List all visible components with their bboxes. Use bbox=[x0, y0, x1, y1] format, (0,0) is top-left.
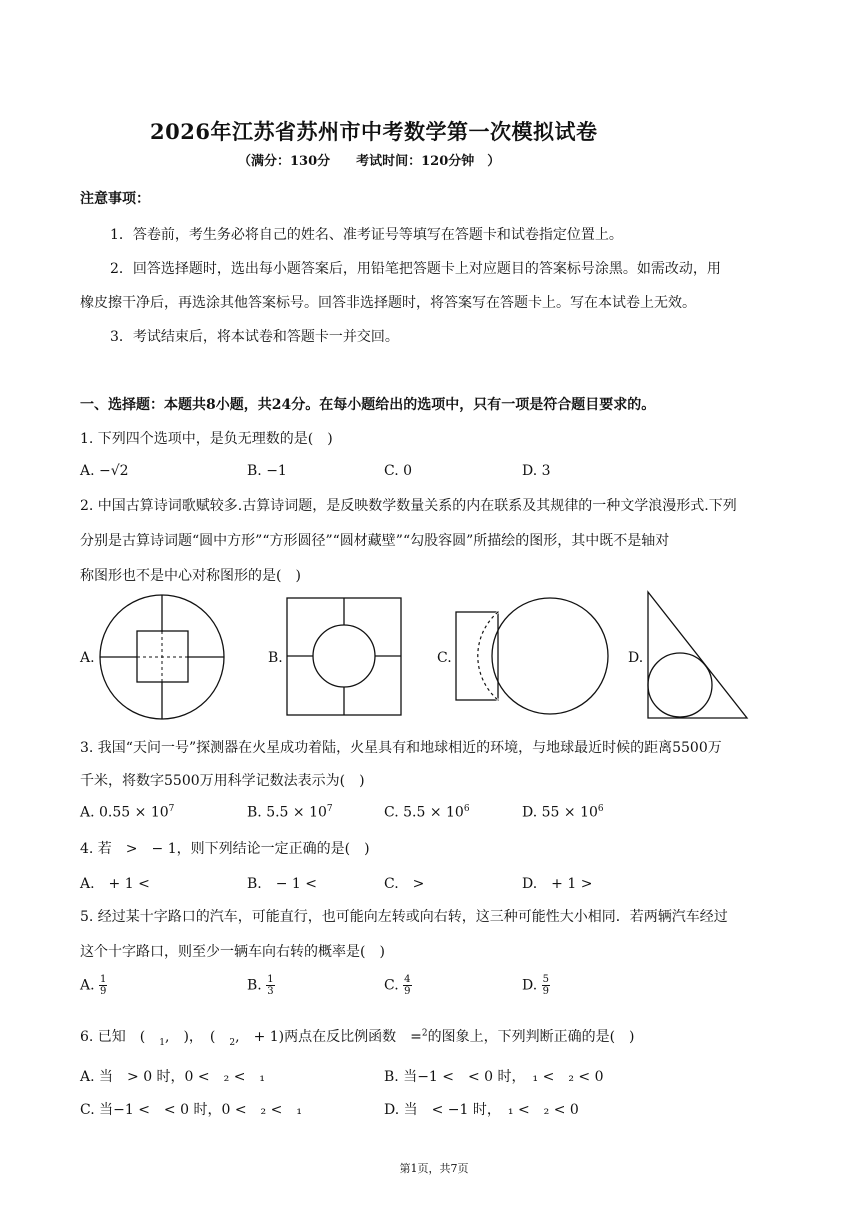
page-footer: 第1页，共7页 bbox=[399, 1162, 469, 1175]
option-c: C. bbox=[437, 650, 452, 666]
option-a: A. + 1 < bbox=[80, 876, 150, 892]
figure-square-circle bbox=[285, 596, 403, 718]
option-d: D. + 1 > bbox=[522, 876, 593, 892]
question-stem: 1. 下列四个选项中，是负无理数的是( ) bbox=[80, 431, 333, 447]
option-a: A. $\frac{1}{9}$ bbox=[80, 974, 107, 997]
question-stem: 2. 中国古算诗词歌赋较多.古算诗词题，是反映数学数量关系的内在联系及其规律的一种文学浪漫形式.下列 bbox=[80, 498, 737, 514]
figure-rect-circle bbox=[453, 597, 610, 717]
option-d: D. 当 < −1 时， ₁ < ₂ < 0 bbox=[384, 1102, 579, 1118]
section-heading: 一、选择题：本题共8小题，共24分。在每小题给出的选项中，只有一项是符合题目要求的。 bbox=[80, 397, 656, 413]
question-stem: 分别是古算诗词题“圆中方形”“方形圆径”“圆材藏壁”“勾股容圆”所描绘的图形，其中既不是轴对 bbox=[80, 533, 670, 549]
option-d: D. 3 bbox=[522, 463, 551, 479]
page-subtitle: （满分：130分 考试时间：120分钟 ） bbox=[238, 154, 501, 169]
question-stem: 这个十字路口，则至少一辆车向右转的概率是( ) bbox=[80, 944, 385, 960]
option-b: B. −1 bbox=[247, 463, 287, 479]
notice-item: 1．答卷前，考生务必将自己的姓名、准考证号等填写在答题卡和试卷指定位置上。 bbox=[110, 227, 623, 243]
option-a: A. $0.55 \times 10^7$ bbox=[80, 804, 175, 821]
option-b: B. 当−1 < < 0 时， ₁ < ₂ < 0 bbox=[384, 1069, 604, 1085]
question-stem: 千米，将数字5500万用科学记数法表示为( ) bbox=[80, 773, 365, 789]
page-title: 2026年江苏省苏州市中考数学第一次模拟试卷 bbox=[150, 119, 598, 144]
option-b: B. − 1 < bbox=[247, 876, 318, 892]
option-a: A. −√2 bbox=[80, 463, 129, 479]
option-c: C. $5.5 \times 10^6$ bbox=[384, 804, 470, 821]
option-b: B. $5.5 \times 10^7$ bbox=[247, 804, 333, 821]
notice-item: 橡皮擦干净后，再选涂其他答案标号。回答非选择题时，将答案写在答题卡上。写在本试卷上无效。 bbox=[80, 295, 696, 311]
figure-circle-square bbox=[96, 594, 230, 722]
option-c: C. 0 bbox=[384, 463, 413, 479]
question-stem: 5. 经过某十字路口的汽车，可能直行，也可能向左转或向右转，这三种可能性大小相同．若两辆汽车经过 bbox=[80, 909, 728, 925]
notice-heading: 注意事项： bbox=[80, 191, 150, 207]
question-stem: 称图形也不是中心对称图形的是( ) bbox=[80, 568, 301, 584]
figure-triangle-circle bbox=[645, 590, 751, 722]
question-stem: 6. 已知 ( $_1$, )， ( $_2$, + 1)两点在反比例函数 =$^2$的图象上，下列判断正确的是( ) bbox=[80, 1028, 635, 1048]
question-stem: 4. 若 > − 1，则下列结论一定正确的是( ) bbox=[80, 841, 370, 857]
option-a: A. bbox=[80, 650, 95, 666]
notice-item: 3．考试结束后，将本试卷和答题卡一并交回。 bbox=[110, 329, 399, 345]
option-c: C. $\frac{4}{9}$ bbox=[384, 974, 411, 997]
option-b: B. $\frac{1}{3}$ bbox=[247, 974, 274, 997]
option-d: D. $\frac{5}{9}$ bbox=[522, 974, 550, 997]
option-d: D. $55 \times 10^6$ bbox=[522, 804, 604, 821]
option-d: D. bbox=[628, 650, 644, 666]
option-c: C. > bbox=[384, 876, 425, 892]
option-c: C. 当−1 < < 0 时，0 < ₂ < ₁ bbox=[80, 1102, 302, 1118]
option-a: A. 当 > 0 时，0 < ₂ < ₁ bbox=[80, 1069, 266, 1085]
question-stem: 3. 我国“天问一号”探测器在火星成功着陆，火星具有和地球相近的环境，与地球最近时候的距离5500万 bbox=[80, 740, 722, 756]
option-b: B. bbox=[268, 650, 283, 666]
notice-item: 2．回答选择题时，选出每小题答案后，用铅笔把答题卡上对应题目的答案标号涂黑。如需改动，用 bbox=[110, 261, 721, 277]
